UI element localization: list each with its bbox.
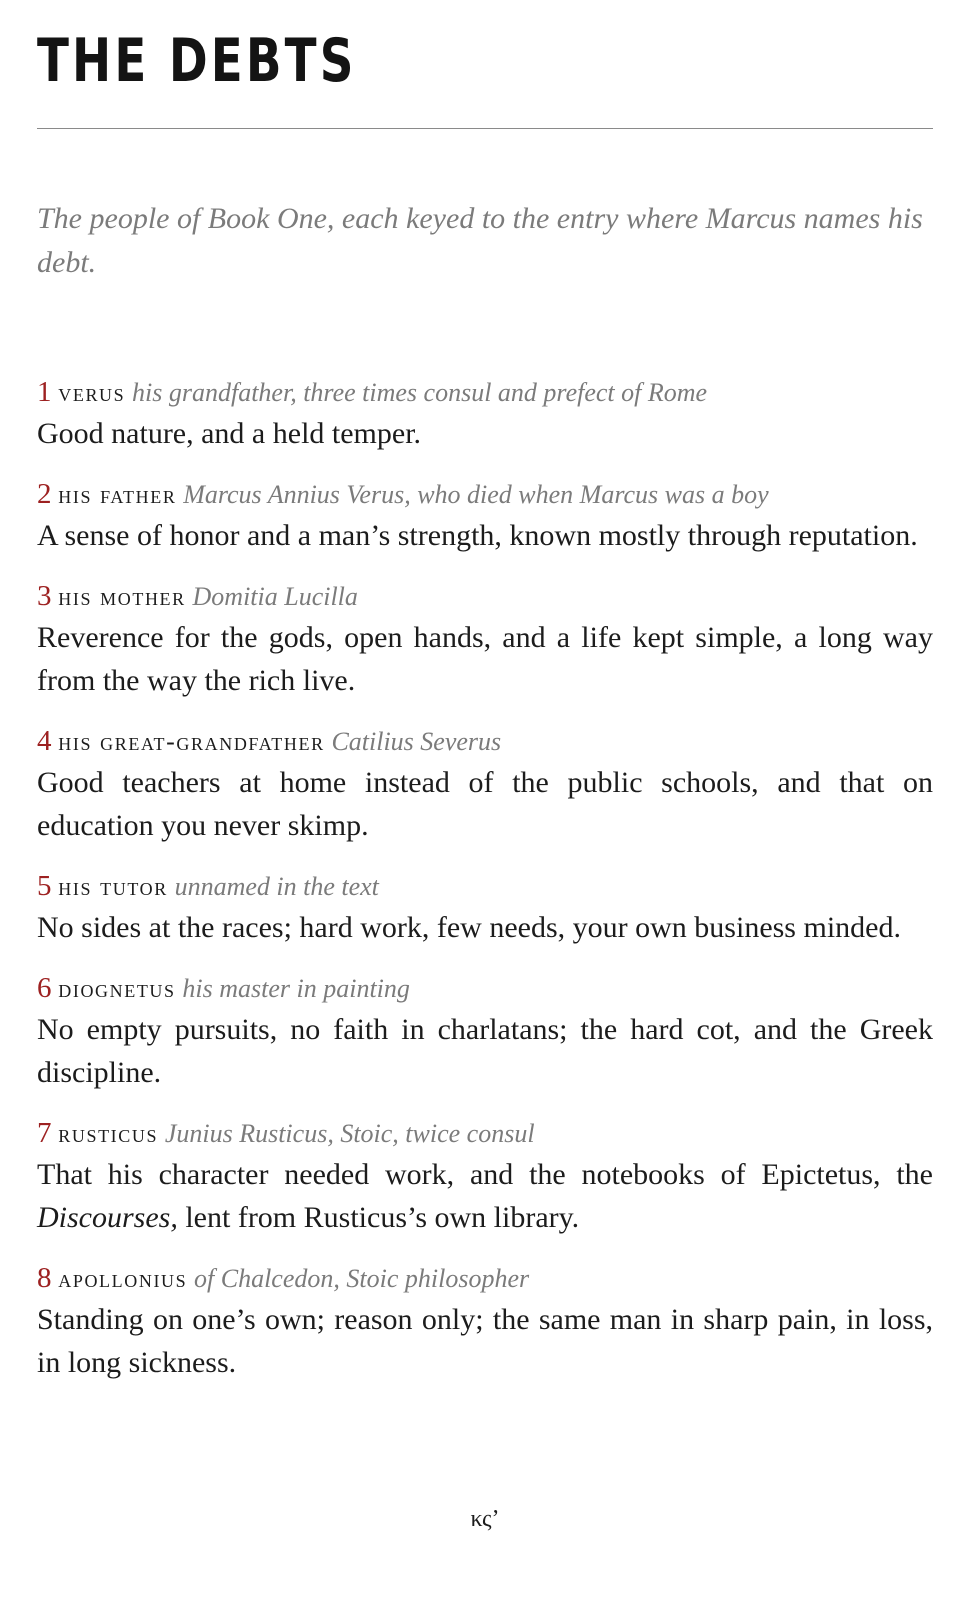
page-number: κς’ xyxy=(470,1506,500,1532)
entry-description: his master in painting xyxy=(182,974,410,1003)
entry-heading xyxy=(37,1114,933,1153)
entry-text: No sides at the races; hard work, few needs, your own business minded. xyxy=(37,911,901,944)
list-item xyxy=(37,969,933,1094)
entry-text: Reverence for the gods, open hands, and a life kept simple, a long way from the way the rich live. xyxy=(37,621,933,697)
entry-heading xyxy=(37,969,933,1008)
title-divider xyxy=(37,128,933,129)
entry-text-part: That his character needed work, and the notebooks of Epictetus, the xyxy=(37,1158,933,1191)
entry-text xyxy=(37,1153,933,1239)
entry-number: 5 xyxy=(37,870,52,902)
page-subtitle: The people of Book One, each keyed to the entry where Marcus names his debt. xyxy=(37,202,923,279)
list-item xyxy=(37,373,933,455)
page-title: THE DEBTS xyxy=(37,26,357,96)
entry-text: Good teachers at home instead of the public schools, and that on education you never skimp. xyxy=(37,766,933,842)
entry-description: his grandfather, three times consul and prefect of Rome xyxy=(132,378,708,407)
entry-heading xyxy=(37,577,933,616)
entry-text: A sense of honor and a man’s strength, known mostly through reputation. xyxy=(37,519,918,552)
list-item xyxy=(37,1259,933,1384)
list-item xyxy=(37,867,933,949)
entry-number: 2 xyxy=(37,478,52,510)
entry-number: 8 xyxy=(37,1262,52,1294)
entry-number: 6 xyxy=(37,972,52,1004)
entry-description: Junius Rusticus, Stoic, twice consul xyxy=(164,1119,535,1148)
entry-text-part: lent from Rusticus’s own library. xyxy=(177,1201,580,1234)
book-title-emphasis: Discourses, xyxy=(37,1201,178,1234)
entry-text: Standing on one’s own; reason only; the same man in sharp pain, in loss, in long sickness. xyxy=(37,1303,933,1379)
entry-heading xyxy=(37,867,933,906)
entry-description: Catilius Severus xyxy=(331,727,502,756)
entry-text: No empty pursuits, no faith in charlatans; the hard cot, and the Greek discipline. xyxy=(37,1013,933,1089)
entry-name: his great-grandfather xyxy=(58,727,325,756)
entry-description: of Chalcedon, Stoic philosopher xyxy=(194,1264,530,1293)
entry-number: 1 xyxy=(37,376,52,408)
entry-name: his father xyxy=(58,480,177,509)
entry-description: Domitia Lucilla xyxy=(192,582,358,611)
entry-name: his mother xyxy=(58,582,186,611)
entry-heading xyxy=(37,373,933,412)
debts-list xyxy=(37,373,933,1384)
entry-name: apollonius xyxy=(58,1264,188,1293)
entry-number: 4 xyxy=(37,725,52,757)
entry-description: unnamed in the text xyxy=(174,872,379,901)
entry-number: 7 xyxy=(37,1117,52,1149)
entry-heading xyxy=(37,1259,933,1298)
list-item xyxy=(37,1114,933,1239)
entry-name: his tutor xyxy=(58,872,168,901)
entry-description: Marcus Annius Verus, who died when Marcus was a boy xyxy=(183,480,769,509)
entry-heading xyxy=(37,722,933,761)
list-item xyxy=(37,722,933,847)
entry-number: 3 xyxy=(37,580,52,612)
entry-text: Good nature, and a held temper. xyxy=(37,417,422,450)
list-item xyxy=(37,475,933,557)
entry-name: rusticus xyxy=(58,1119,159,1148)
entry-heading xyxy=(37,475,933,514)
entry-name: verus xyxy=(58,378,126,407)
list-item xyxy=(37,577,933,702)
page xyxy=(37,0,933,1532)
entry-name: diognetus xyxy=(58,974,176,1003)
